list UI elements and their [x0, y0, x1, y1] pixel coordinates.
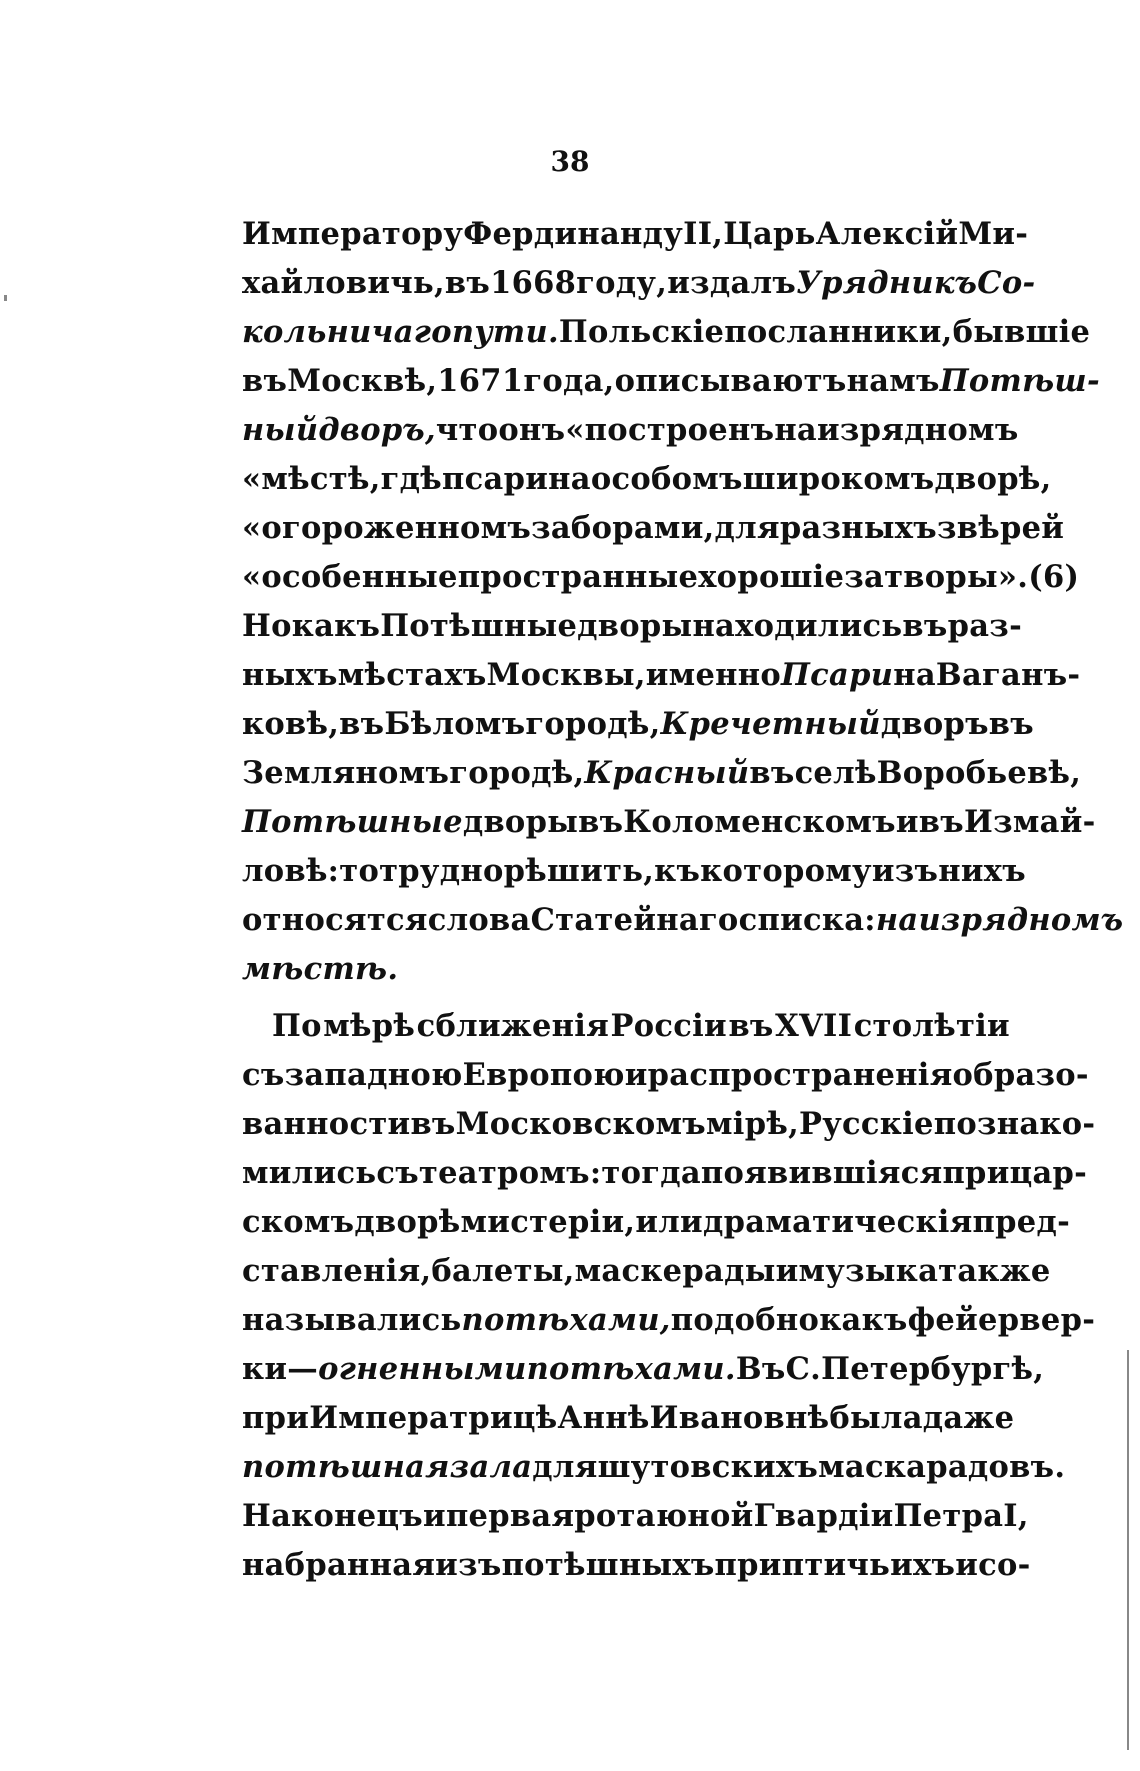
- word: даже: [922, 1400, 1015, 1436]
- text-line: [242, 1345, 1045, 1394]
- word: дворѣ: [354, 1204, 461, 1240]
- page-edge-mark: [1127, 1350, 1129, 1750]
- word: разныхъ: [779, 510, 937, 546]
- word: Потѣшные: [242, 804, 463, 840]
- word: набранная: [242, 1547, 436, 1583]
- text-line: [242, 504, 1065, 553]
- word: относятся: [242, 902, 428, 938]
- word: со-: [978, 1547, 1031, 1583]
- word: Московскомъ: [455, 1106, 707, 1142]
- word: первая: [445, 1498, 575, 1534]
- word: западною: [284, 1057, 463, 1093]
- word: ванности: [242, 1106, 411, 1142]
- word: Ми-: [958, 216, 1029, 252]
- text-line: [242, 1492, 1029, 1541]
- word: которому: [700, 853, 872, 889]
- word: нихъ: [938, 853, 1026, 889]
- word: Москвѣ,: [287, 363, 438, 399]
- word: мились: [242, 1155, 377, 1191]
- word: Россіи: [610, 1008, 727, 1044]
- word: шутовскихъ: [597, 1449, 819, 1485]
- text-line: [242, 847, 1026, 896]
- text-line: [242, 700, 1034, 749]
- text-line: [242, 553, 1080, 602]
- word: трудно: [379, 853, 504, 889]
- word: и: [423, 1498, 446, 1534]
- word: —: [287, 1351, 319, 1387]
- word: назывались: [242, 1302, 462, 1338]
- word: широкомъ: [742, 461, 935, 497]
- word: на: [774, 412, 817, 448]
- word: при: [942, 1155, 1010, 1191]
- word: описываютъ: [614, 363, 847, 399]
- word: фейервер-: [907, 1302, 1096, 1338]
- word: какъ: [291, 608, 381, 644]
- text-line: [242, 1100, 1096, 1149]
- word: потѣшныхъ: [501, 1547, 715, 1583]
- word: городѣ,: [525, 706, 661, 742]
- word: тогда: [601, 1155, 701, 1191]
- word: намъ: [846, 363, 940, 399]
- word: и: [895, 804, 919, 840]
- word: селѣ: [794, 755, 877, 791]
- word: Гвардіи: [753, 1498, 894, 1534]
- word: Алексій: [815, 216, 959, 252]
- word: мѣрѣ: [323, 1008, 416, 1044]
- word: 1671: [437, 363, 524, 399]
- word: Статейнаго: [530, 902, 739, 938]
- word: балеты,: [431, 1253, 575, 1289]
- word: въ: [728, 1008, 774, 1044]
- word: въ: [410, 1106, 456, 1142]
- word: маскерады: [574, 1253, 776, 1289]
- word: на: [875, 902, 919, 938]
- word: мірѣ,: [706, 1106, 799, 1142]
- word: была: [829, 1400, 923, 1436]
- word: Урядникъ: [796, 265, 978, 301]
- word: скомъ: [242, 1204, 355, 1240]
- word: списка:: [738, 902, 876, 938]
- word: въ: [578, 804, 624, 840]
- word: псари: [442, 461, 549, 497]
- word: Ваганъ-: [935, 657, 1081, 693]
- word: затворы».: [844, 559, 1029, 595]
- word: раз-: [947, 608, 1023, 644]
- text-line: [242, 210, 1029, 259]
- word: Аннѣ: [557, 1400, 650, 1436]
- word: огненными: [318, 1351, 527, 1387]
- word: пути.: [451, 314, 559, 350]
- word: звѣрей: [936, 510, 1065, 546]
- word: зала: [449, 1449, 533, 1485]
- word: юной: [655, 1498, 754, 1534]
- word: хайловичь,: [242, 265, 445, 301]
- word: Въ: [735, 1351, 786, 1387]
- word: цар-: [1009, 1155, 1088, 1191]
- word: для: [532, 1449, 598, 1485]
- word: Императрицѣ: [309, 1400, 558, 1436]
- word: сближенія: [416, 1008, 610, 1044]
- word: изъ: [435, 1547, 502, 1583]
- text-line: [242, 1198, 1071, 1247]
- text-line: [242, 798, 1096, 847]
- word: рѣшить,: [503, 853, 655, 889]
- text-line: [242, 259, 1036, 308]
- word: ковѣ,: [242, 706, 340, 742]
- body-text: [242, 210, 1124, 1590]
- word: къ: [654, 853, 701, 889]
- word: особомъ: [590, 461, 743, 497]
- word: «особенные: [242, 559, 458, 595]
- page-edge-mark: [4, 295, 7, 301]
- text-line: [242, 945, 1010, 994]
- text-line: [242, 651, 1081, 700]
- word: музыка: [798, 1253, 939, 1289]
- word: «огороженномъ: [242, 510, 532, 546]
- word: II,: [683, 216, 724, 252]
- word: заборами,: [531, 510, 715, 546]
- word: Европою: [462, 1057, 625, 1093]
- word: Псари: [781, 657, 894, 693]
- word: пространные: [457, 559, 699, 595]
- text-line: [242, 602, 1023, 651]
- word: бывшіе: [952, 314, 1091, 350]
- word: ки: [242, 1351, 288, 1387]
- word: при: [242, 1400, 310, 1436]
- word: I,: [1003, 1498, 1029, 1534]
- word: Но: [242, 608, 292, 644]
- word: дворы: [462, 804, 579, 840]
- word: онъ: [498, 412, 566, 448]
- word: потѣшная: [242, 1449, 450, 1485]
- word: По: [272, 1008, 322, 1044]
- text-line: [242, 1247, 1051, 1296]
- word: Петра: [893, 1498, 1004, 1534]
- text-line: [242, 1541, 1031, 1590]
- word: и: [775, 1253, 799, 1289]
- word: мистеріи,: [460, 1204, 636, 1240]
- word: году,: [576, 265, 668, 301]
- word: дворѣ,: [934, 461, 1052, 497]
- word: именно: [645, 657, 782, 693]
- text-line: [242, 749, 1082, 798]
- word: маскарадовъ.: [818, 1449, 1066, 1485]
- word: Русскіе: [799, 1106, 934, 1142]
- word: потѣхами.: [526, 1351, 736, 1387]
- word: при: [714, 1547, 782, 1583]
- text-line: [242, 1149, 1088, 1198]
- word: мѣстахъ: [337, 657, 487, 693]
- word: Москвы,: [486, 657, 646, 693]
- paragraph-gap: [242, 994, 1010, 1002]
- word: познако-: [933, 1106, 1096, 1142]
- text-line: [242, 308, 1091, 357]
- text-line: [242, 1002, 1010, 1051]
- text-line: [242, 1296, 1096, 1345]
- word: на: [548, 461, 591, 497]
- word: Бѣломъ: [384, 706, 526, 742]
- word: изрядномъ: [918, 902, 1124, 938]
- text-line: [242, 1394, 1015, 1443]
- word: кольничаго: [242, 314, 452, 350]
- word: городѣ,: [449, 755, 585, 791]
- word: Польскіе: [558, 314, 725, 350]
- word: находились: [692, 608, 903, 644]
- word: изъ: [871, 853, 939, 889]
- word: Потѣшные: [380, 608, 578, 644]
- text-line: [242, 1051, 1089, 1100]
- word: Коломенскомъ: [623, 804, 896, 840]
- word: и: [955, 1547, 979, 1583]
- text-line: [242, 455, 1052, 504]
- word: Кречетный: [660, 706, 881, 742]
- word: посланники,: [724, 314, 953, 350]
- word: въ: [918, 804, 964, 840]
- word: въ: [749, 755, 795, 791]
- word: пред-: [972, 1204, 1071, 1240]
- word: образо-: [952, 1057, 1089, 1093]
- word: мѣстѣ.: [242, 951, 399, 987]
- word: «построенъ: [565, 412, 775, 448]
- word: Со-: [977, 265, 1036, 301]
- word: дворы: [577, 608, 693, 644]
- word: (6): [1028, 559, 1080, 595]
- word: Петербургѣ,: [821, 1351, 1045, 1387]
- word: Земляномъ: [242, 755, 450, 791]
- word: слова: [427, 902, 531, 938]
- word: съ: [242, 1057, 285, 1093]
- word: также: [938, 1253, 1051, 1289]
- word: какъ: [819, 1302, 908, 1338]
- word: подобно: [670, 1302, 820, 1338]
- word: распространенія: [647, 1057, 953, 1093]
- text-line: [242, 357, 1100, 406]
- word: ловѣ:: [242, 853, 340, 889]
- word: Красный: [584, 755, 750, 791]
- word: столѣтіи: [853, 1008, 1010, 1044]
- word: ный: [242, 412, 319, 448]
- word: потѣхами,: [461, 1302, 671, 1338]
- word: театромъ:: [418, 1155, 602, 1191]
- word: или: [635, 1204, 703, 1240]
- word: Потѣш-: [939, 363, 1100, 399]
- word: ставленія,: [242, 1253, 432, 1289]
- word: С.: [785, 1351, 822, 1387]
- word: въ: [339, 706, 385, 742]
- word: дворъ: [880, 706, 989, 742]
- word: Ивановнѣ: [649, 1400, 830, 1436]
- word: то: [339, 853, 380, 889]
- word: дворъ,: [318, 412, 436, 448]
- word: XVII: [775, 1008, 853, 1044]
- word: что: [435, 412, 499, 448]
- word: Воробьевѣ,: [876, 755, 1082, 791]
- word: появившіяся: [700, 1155, 943, 1191]
- word: въ: [988, 706, 1034, 742]
- word: изрядномъ: [817, 412, 1019, 448]
- word: издалъ: [667, 265, 797, 301]
- word: Фердинанду: [463, 216, 684, 252]
- word: рота: [574, 1498, 656, 1534]
- word: птичьихъ: [781, 1547, 956, 1583]
- word: и: [624, 1057, 648, 1093]
- word: Царь: [723, 216, 816, 252]
- word: гдѣ: [380, 461, 443, 497]
- text-line: [242, 406, 1019, 455]
- word: Измай-: [964, 804, 1096, 840]
- word: въ: [902, 608, 948, 644]
- word: въ: [444, 265, 491, 301]
- word: драматическія: [702, 1204, 973, 1240]
- word: года,: [523, 363, 615, 399]
- word: ныхъ: [242, 657, 338, 693]
- text-line: [242, 896, 1124, 945]
- word: съ: [376, 1155, 419, 1191]
- page-number: 38: [550, 145, 590, 178]
- word: «мѣстѣ,: [242, 461, 381, 497]
- word: для: [714, 510, 780, 546]
- word: Императору: [242, 216, 464, 252]
- text-line: [242, 1443, 1066, 1492]
- word: Наконецъ: [242, 1498, 424, 1534]
- word: 1668: [490, 265, 577, 301]
- word: въ: [242, 363, 288, 399]
- word: на: [893, 657, 936, 693]
- word: хорошіе: [698, 559, 845, 595]
